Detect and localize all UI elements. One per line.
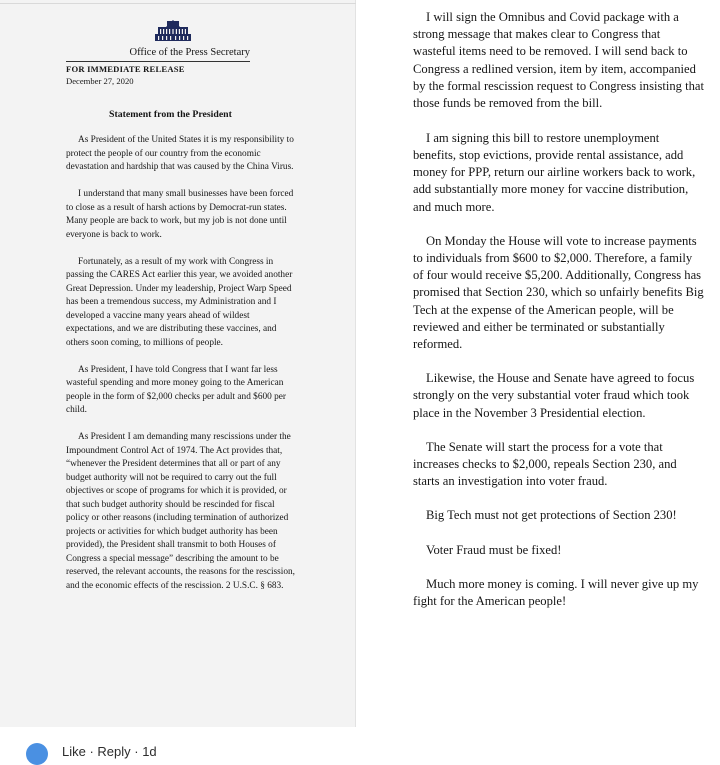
right-paragraph: Much more money is coming. I will never give up my fight for the American people! [413,576,699,608]
left-paragraph: I understand that many small businesses have been forced to close as a result of harsh actions by Democrat-run states. Many people are back to work, but my job is not done until everyone is back to work. [66,189,294,240]
right-paragraph: Likewise, the House and Senate have agreed to focus strongly on the very substantial voter fraud which took place in the November 3 Presidential election. [413,371,695,420]
left-paragraph: As President of the United States it is my responsibility to protect the people of our country from the economic devastation and hardship that was caused by the China Virus. [66,135,294,172]
white-house-seal-icon [153,19,193,43]
page-edge [0,3,356,4]
left-paragraph: As President, I have told Congress that I want far less wasteful spending and more money going to the American people in the form of $2,000 checks per adult and $600 per child. [66,364,286,415]
release-date: December 27, 2020 [66,76,134,86]
right-paragraph: I am signing this bill to restore unemployment benefits, stop evictions, provide rental assistance, add money for PPP, return our airline workers back to work, add substantially more money for vaccine distribution, and much more. [413,130,696,214]
bottom-bar-text[interactable]: Like · Reply · 1d [62,744,157,759]
avatar[interactable] [26,743,48,765]
right-paragraph: Big Tech must not get protections of Section 230! [426,508,677,523]
right-paragraph: Voter Fraud must be fixed! [426,542,562,557]
statement-title: Statement from the President [109,109,232,120]
right-paragraph: I will sign the Omnibus and Covid package with a strong message that makes clear to Congress that wasteful items need to be removed. I will send back to Congress a redlined version, item by item, accompanied by the formal rescission request to Congress insisting that those funds be removed from the bill. [413,10,705,111]
release-label: FOR IMMEDIATE RELEASE [66,64,185,74]
right-statement-body [413,9,704,627]
left-paragraph: As President I am demanding many rescissions under the Impoundment Control Act of 1974. The Act provides that, “whenever the President determines that all or part of any budget authority will not be required to carry out the full objectives or scope of programs for which it is provided, or that such budget authority should be rescinded for fiscal policy or other reasons (including termination of authorized projects or activities for which budget authority has been provided), the President shall transmit to both Houses of Congress a special message” describing the amount to be reserved, the relevant accounts, the reasons for the rescission, and the economic effects of the rescission. 2 U.S.C. § 683. [66,432,295,591]
press-release-page [0,0,356,727]
right-paragraph: The Senate will start the process for a vote that increases checks to $2,000, repeals Section 230, and starts an investigation into voter fraud. [413,439,677,489]
left-statement-body [66,134,298,593]
office-heading: Office of the Press Secretary [66,46,250,62]
right-paragraph: On Monday the House will vote to increase payments to individuals from $600 to $2,000. Therefore, a family of four would receive $5,200. Additionally, Congress has promised that Section 230, which so unfairly benefits Big Tech at the expense of the American people, will be reviewed and either be terminated or substantially reformed. [413,233,704,351]
left-paragraph: Fortunately, as a result of my work with Congress in passing the CARES Act earlier this year, we avoided another Great Depression. Under my leadership, Project Warp Speed has been a tremendous success, my Administration and I developed a vaccine many years ahead of wildest expectations, and we are distributing these vaccines, and others soon coming, to millions of people. [66,256,293,348]
